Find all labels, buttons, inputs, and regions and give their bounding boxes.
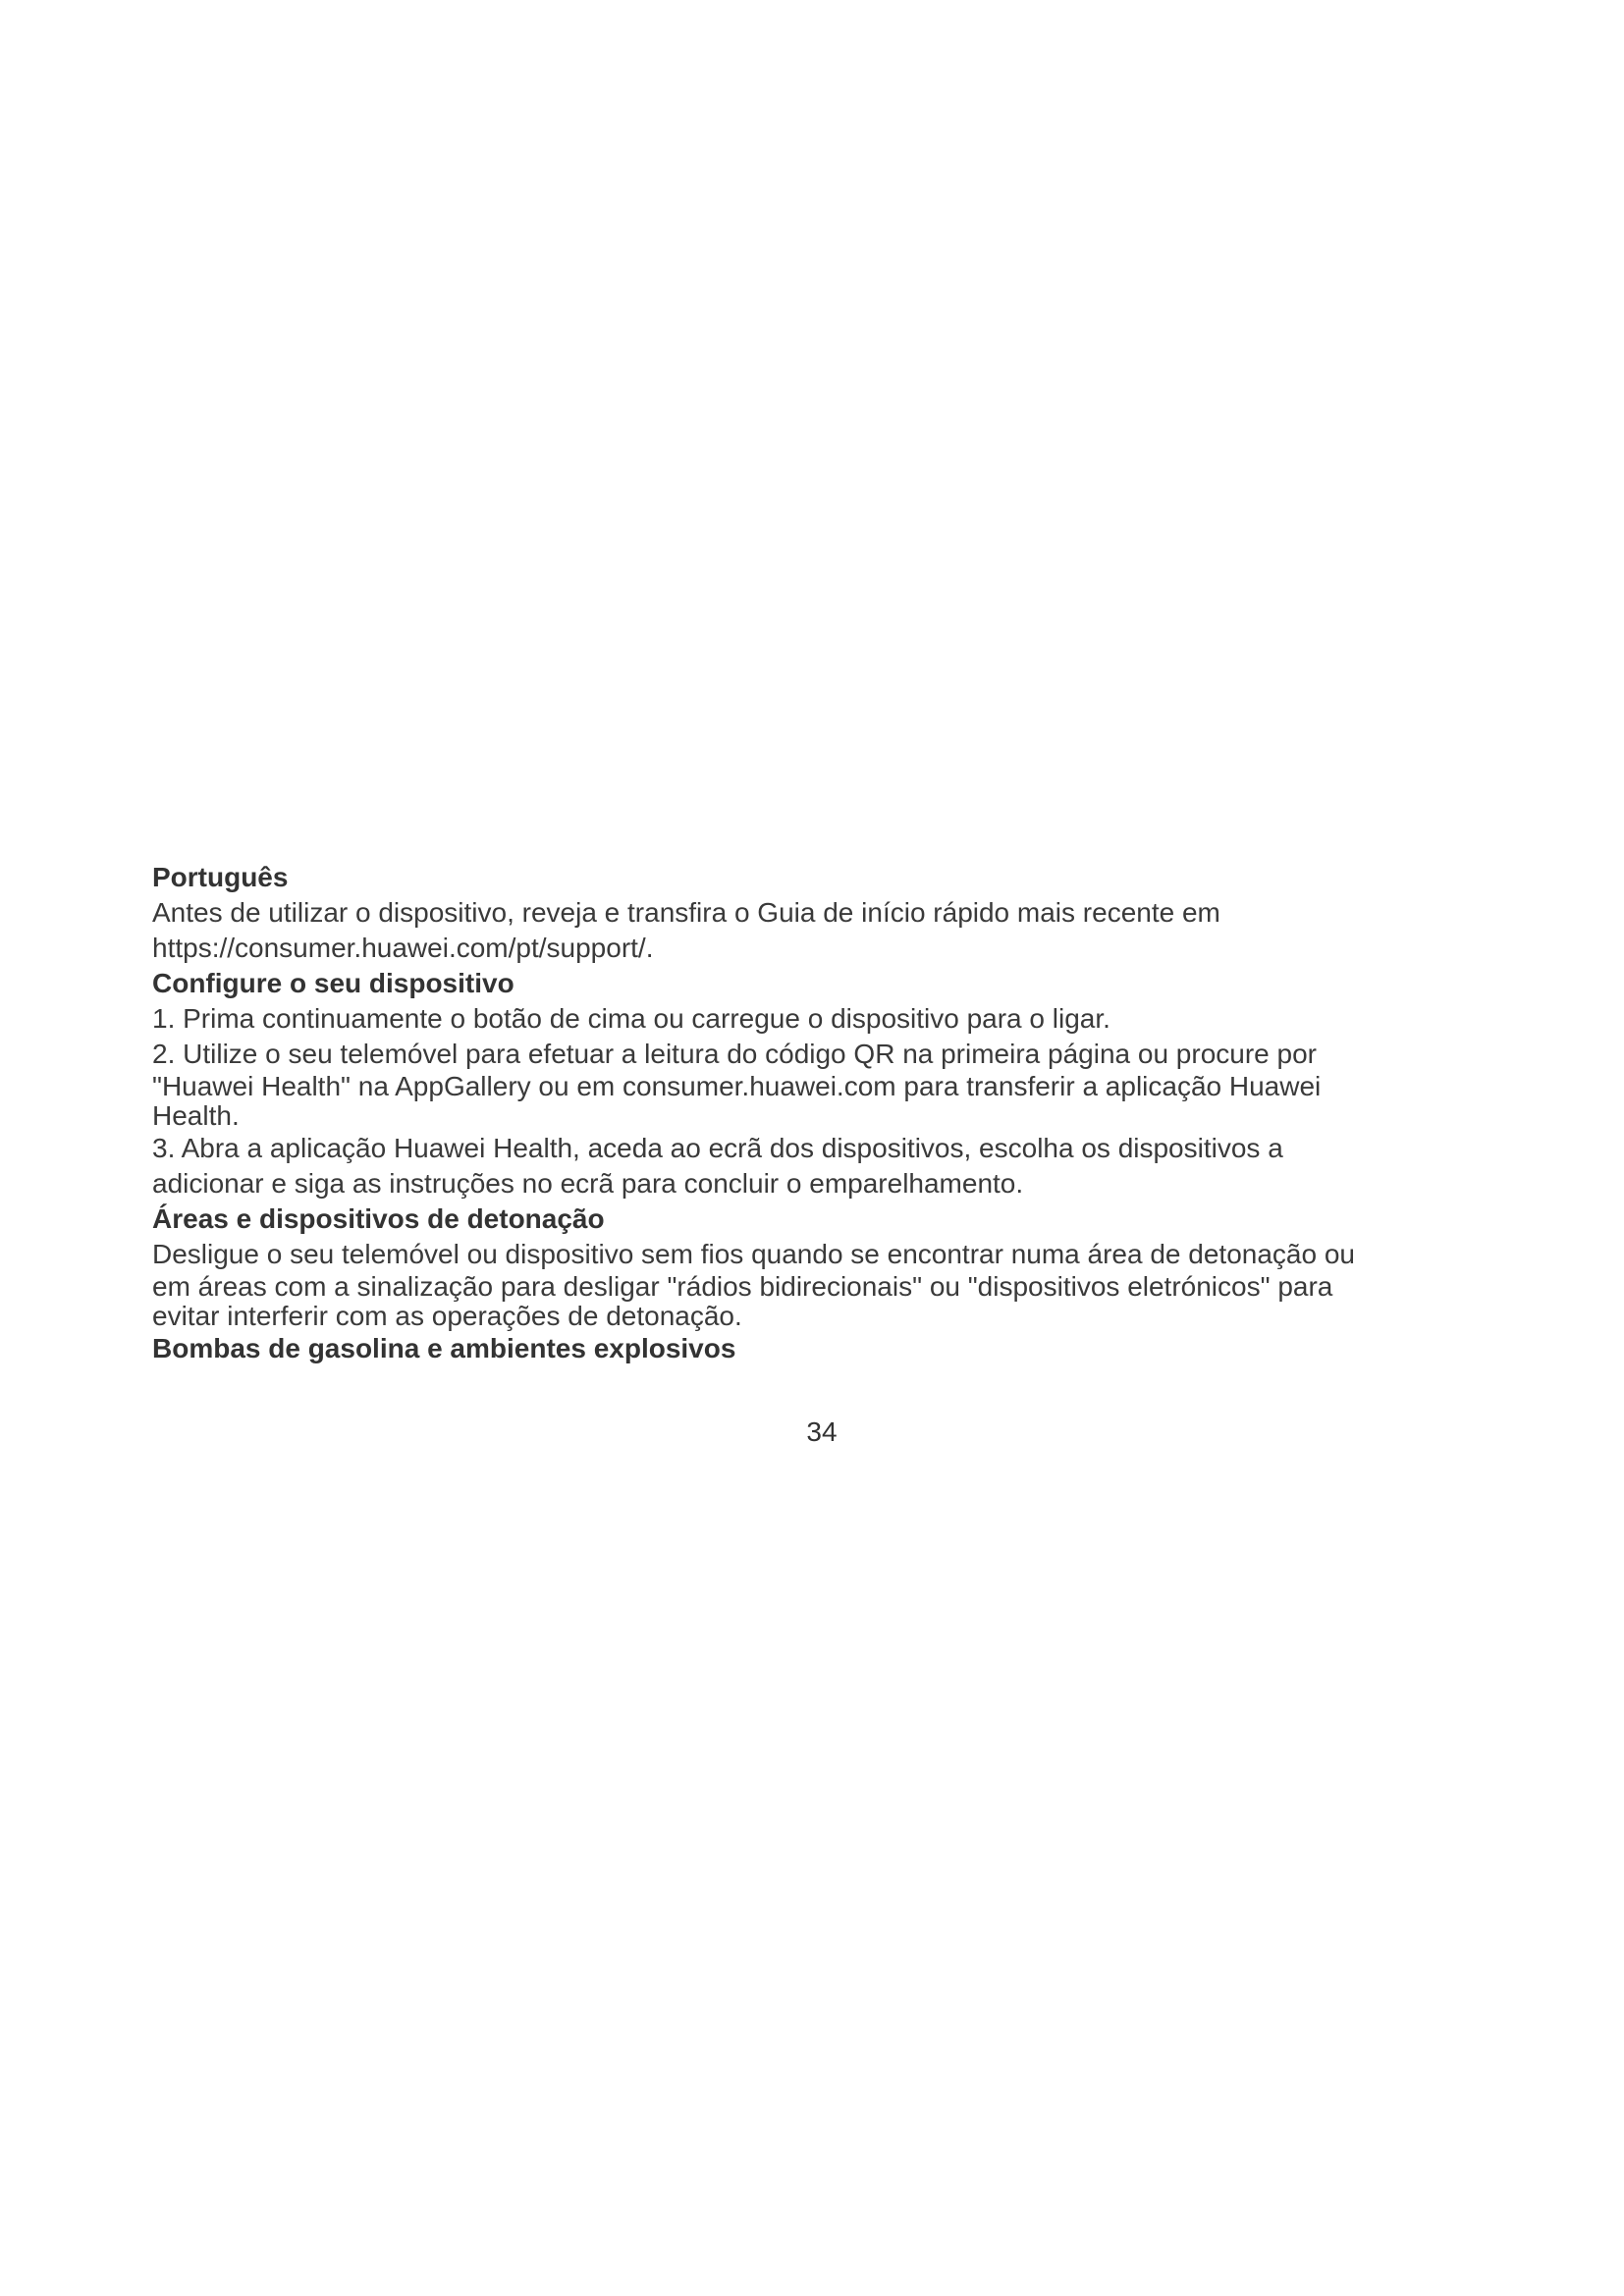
setup-heading: Configure o seu dispositivo xyxy=(152,968,514,998)
setup-step-2-line: 2. Utilize o seu telemóvel para efetuar a leitura do código QR na primeira página ou procure por xyxy=(152,1039,1317,1069)
intro-paragraph xyxy=(152,895,1488,966)
blasting-heading: Áreas e dispositivos de detonação xyxy=(152,1203,605,1234)
setup-step-1 xyxy=(152,1001,1488,1037)
document-body xyxy=(152,860,1488,1366)
petrol-heading: Bombas de gasolina e ambientes explosivos xyxy=(152,1333,736,1363)
setup-step-3-line: 3. Abra a aplicação Huawei Health, aceda ao ecrã dos dispositivos, escolha os dispositivos a xyxy=(152,1133,1283,1163)
setup-step-2-line: "Huawei Health" na AppGallery ou em consumer.huawei.com para transferir a aplicação Huawei xyxy=(152,1071,1322,1101)
blasting-paragraph xyxy=(152,1237,1488,1331)
support-url: https://consumer.huawei.com/pt/support/. xyxy=(152,933,654,963)
intro-line: Antes de utilizar o dispositivo, reveja e transfira o Guia de início rápido mais recente em xyxy=(152,897,1220,928)
setup-step-2-line: Health. xyxy=(152,1100,240,1131)
blasting-line: evitar interferir com as operações de detonação. xyxy=(152,1301,742,1331)
setup-step-1-line: 1. Prima continuamente o botão de cima ou carregue o dispositivo para o ligar. xyxy=(152,1003,1110,1034)
blasting-line: Desligue o seu telemóvel ou dispositivo sem fios quando se encontrar numa área de detonação ou xyxy=(152,1239,1355,1269)
setup-step-3 xyxy=(152,1131,1488,1201)
blasting-line: em áreas com a sinalização para desligar "rádios bidirecionais" ou "dispositivos eletrónicos" para xyxy=(152,1271,1333,1302)
setup-step-2 xyxy=(152,1037,1488,1131)
language-heading: Português xyxy=(152,862,289,892)
setup-step-3-line: adicionar e siga as instruções no ecrã para concluir o emparelhamento. xyxy=(152,1168,1024,1199)
page-number: 34 xyxy=(806,1416,838,1447)
